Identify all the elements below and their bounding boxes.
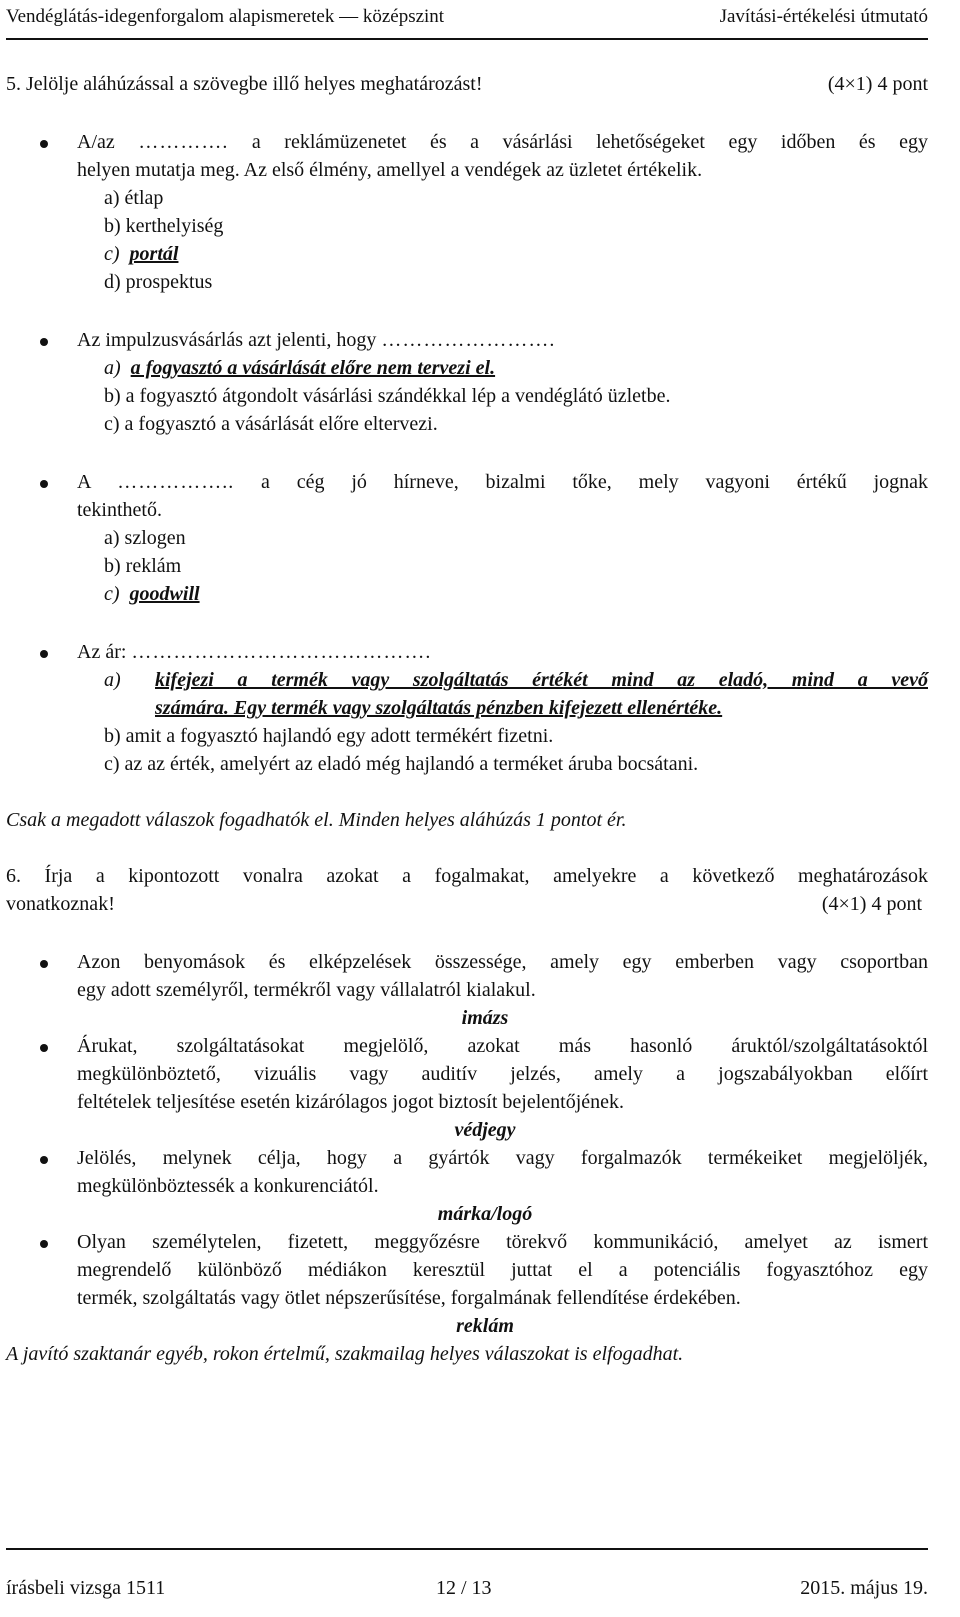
correct-answer: számára. Egy termék vagy szolgáltatás pénzben kifejezett ellenértéke.	[155, 697, 723, 719]
q6-item1-line: Azon benyomások és elképzelések összessége, amely egy emberben vagy csoportban	[77, 951, 928, 973]
q6-item3-line: Jelölés, melynek célja, hogy a gyártók vagy forgalmazók termékeiket megjelöljék,	[77, 1147, 928, 1169]
q5-item3-line1: A …………….. a cég jó hírneve, bizalmi tőke, mely vagyoni értékű jognak	[77, 471, 928, 493]
q5-item3-option-b: b) reklám	[104, 555, 182, 577]
header-left-title: Vendéglátás-idegenforgalom alapismeretek — középszint	[6, 6, 445, 27]
q6-item4-line: megrendelő különböző médiákon keresztül juttat el a potenciális fogyasztóhoz egy	[77, 1259, 928, 1281]
q6-points: (4×1) 4 pont	[821, 893, 922, 915]
q5-item1-option-a: a) étlap	[104, 187, 164, 209]
q6-item3-line: megkülönböztessék a konkurenciától.	[77, 1175, 379, 1197]
bullet-icon	[40, 1044, 48, 1052]
q5-item2-option-b: b) a fogyasztó átgondolt vásárlási szándékkal lép a vendéglátó üzletbe.	[104, 385, 671, 407]
q6-note: A javító szaktanár egyéb, rokon értelmű, szakmailag helyes válaszokat is elfogadhat.	[6, 1343, 684, 1365]
q6-item2-line: Árukat, szolgáltatásokat megjelölő, azokat más hasonló áruktól/szolgáltatásoktól	[77, 1035, 928, 1057]
bullet-icon	[40, 960, 48, 968]
correct-answer: a fogyasztó a vásárlását előre nem tervezi el.	[130, 357, 496, 379]
q5-item4-a-label: a)	[104, 669, 121, 691]
bullet-icon	[40, 140, 48, 148]
q5-item2-option-a: a) a fogyasztó a vásárlását előre nem tervezi el.	[104, 357, 496, 379]
correct-answer: kifejezi a termék vagy szolgáltatás értékét mind az eladó, mind a vevő	[155, 669, 928, 691]
q5-item2-option-c: c) a fogyasztó a vásárlását előre eltervezi.	[104, 413, 438, 435]
q5-item4-option-b: b) amit a fogyasztó hajlandó egy adott termékért fizetni.	[104, 725, 554, 747]
q5-item4-option-c: c) az az érték, amelyért az eladó még hajlandó a terméket áruba bocsátani.	[104, 753, 699, 775]
q5-item1-line2: helyen mutatja meg. Az első élmény, amellyel a vendégek az üzletet értékelik.	[77, 159, 703, 181]
bullet-icon	[40, 650, 48, 658]
footer-page-number: 12 / 13	[436, 1577, 492, 1599]
q5-item1-line1: A/az …………. a reklámüzenetet és a vásárlási lehetőségeket egy időben és egy	[77, 131, 928, 153]
q5-item1-option-b: b) kerthelyiség	[104, 215, 224, 237]
q6-title-line1: 6. Írja a kipontozott vonalra azokat a fogalmakat, amelyekre a következő meghatározások	[6, 865, 928, 887]
q5-item1-option-d: d) prospektus	[104, 271, 213, 293]
footer-exam-code: írásbeli vizsga 1511	[6, 1577, 166, 1599]
correct-answer: portál	[129, 243, 179, 265]
bullet-icon	[40, 480, 48, 488]
footer-divider	[6, 1548, 928, 1550]
q6-item1-answer: imázs	[461, 1007, 509, 1029]
bullet-icon	[40, 1156, 48, 1164]
q5-item1-option-c: c) portál	[104, 243, 179, 265]
header-right-title: Javítási-értékelési útmutató	[719, 6, 928, 27]
page-header	[6, 4, 928, 40]
q6-item2-answer: védjegy	[454, 1119, 516, 1141]
q6-item4-answer: reklám	[456, 1315, 514, 1337]
q6-item2-line: megkülönböztető, vizuális vagy auditív jelzés, amely a jogszabályokban előírt	[77, 1063, 928, 1085]
q5-item2-line1: Az impulzusvásárlás azt jelenti, hogy …………………….	[77, 329, 556, 351]
q6-item2-line: feltételek teljesítése esetén kizárólagos jogot biztosít bejelentőjének.	[77, 1091, 625, 1113]
q5-item3-option-c: c) goodwill	[104, 583, 200, 605]
q5-note: Csak a megadott válaszok fogadhatók el. Minden helyes aláhúzás 1 pontot ér.	[6, 809, 627, 831]
q6-item4-line: termék, szolgáltatás vagy ötlet népszerűsítése, forgalmának fellendítése érdekében.	[77, 1287, 741, 1309]
q6-item1-line: egy adott személyről, termékről vagy vállalatról kialakul.	[77, 979, 536, 1001]
q6-item4-line: Olyan személytelen, fizetett, meggyőzésre törekvő kommunikáció, amelyet az ismert	[77, 1231, 928, 1253]
q5-title: 5. Jelölje aláhúzással a szövegbe illő helyes meghatározást!	[6, 73, 483, 95]
bullet-icon	[40, 1240, 48, 1248]
footer-date: 2015. május 19.	[800, 1577, 928, 1599]
correct-answer: goodwill	[129, 583, 200, 605]
q5-item3-line2: tekinthető.	[77, 499, 162, 521]
q6-title-line2: vonatkoznak!	[6, 893, 115, 915]
page-footer	[6, 1574, 928, 1602]
q5-item4-line1: Az ár: …………………………………….	[77, 641, 432, 663]
q6-item3-answer: márka/logó	[437, 1203, 533, 1225]
q5-points: (4×1) 4 pont	[827, 73, 928, 95]
q5-item3-option-a: a) szlogen	[104, 527, 186, 549]
bullet-icon	[40, 338, 48, 346]
